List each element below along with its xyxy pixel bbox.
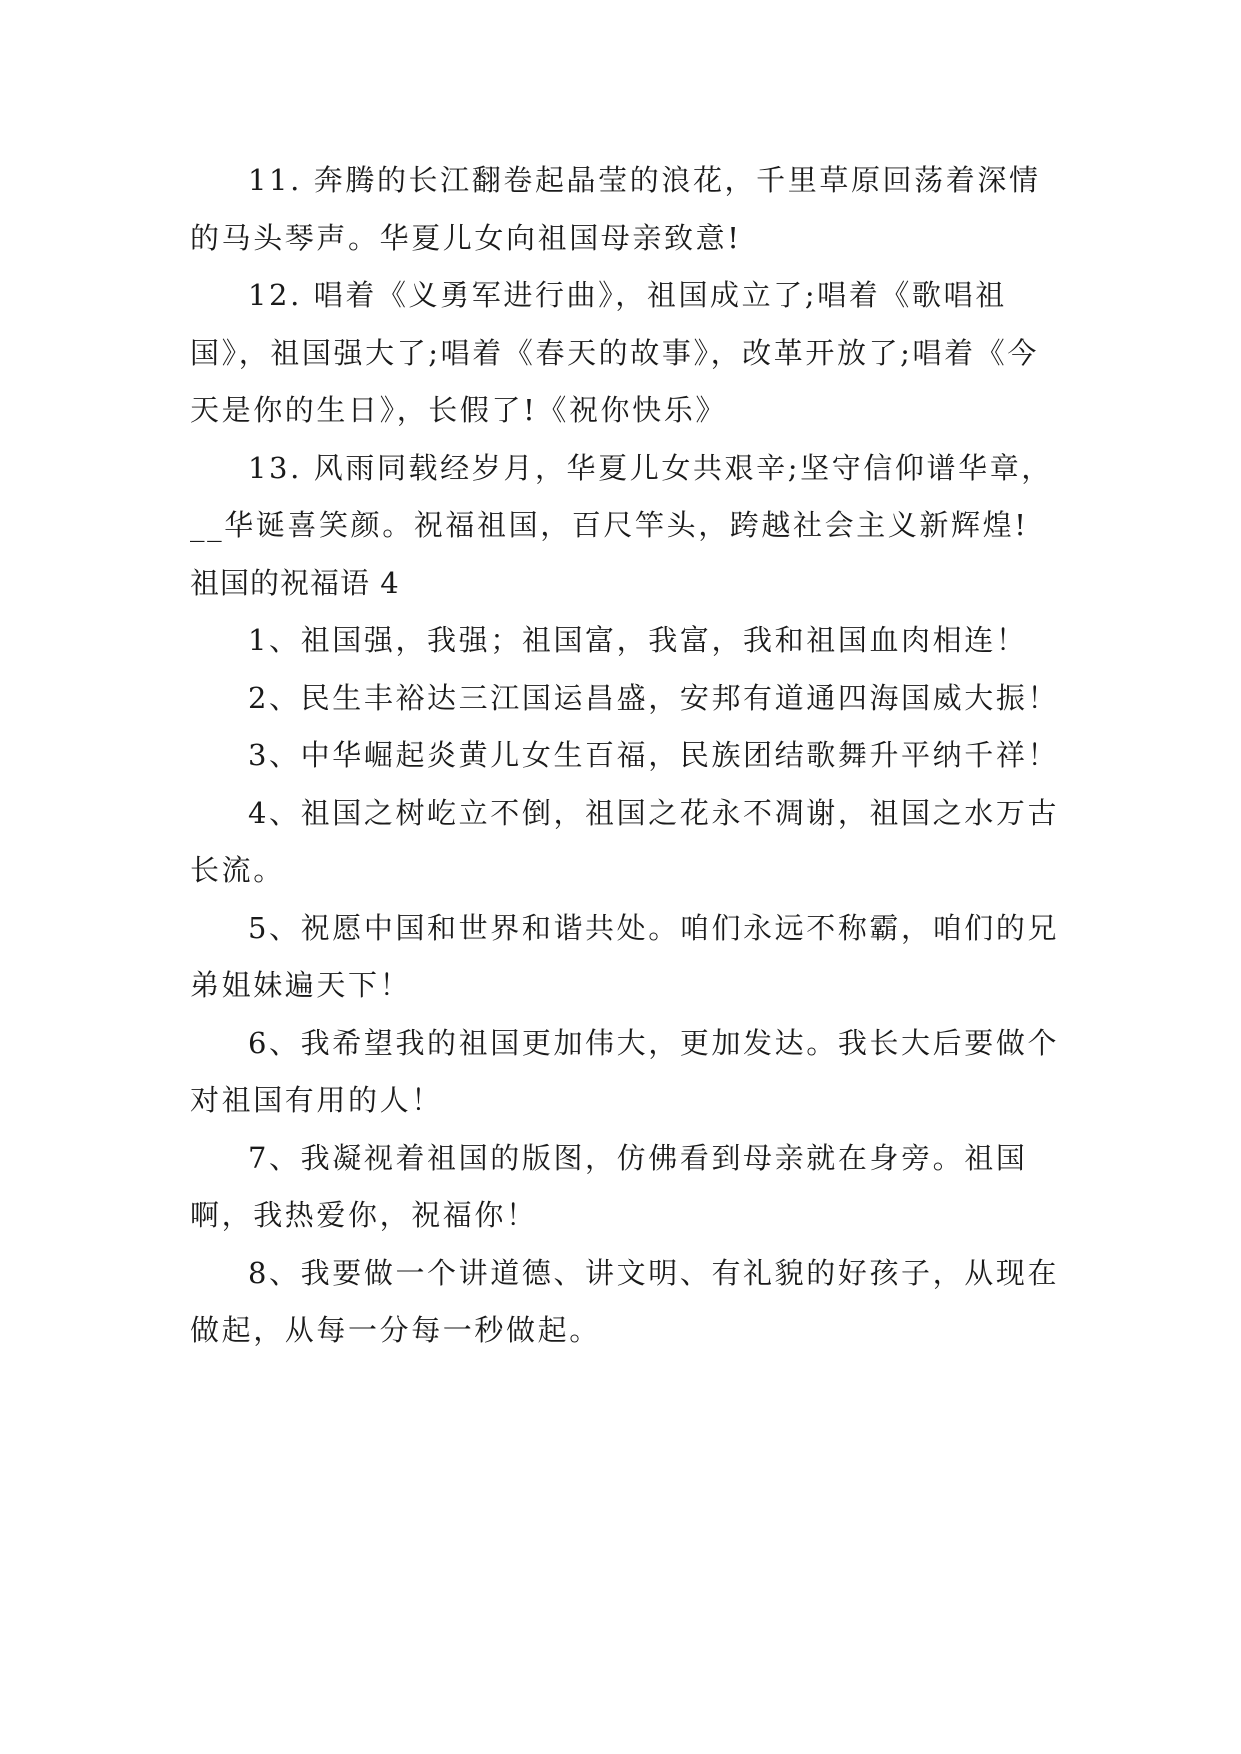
- paragraph-8: 8、我要做一个讲道德、讲文明、有礼貌的好孩子，从现在做起，从每一分每一秒做起。: [190, 1255, 1060, 1347]
- document-body: [190, 152, 1060, 1360]
- paragraph-13: 13. 风雨同载经岁月，华夏儿女共艰辛;坚守信仰谱华章，__华诞喜笑颜。祝福祖国，百尺竿头，跨越社会主义新辉煌!: [190, 450, 1053, 542]
- paragraph-6: 6、我希望我的祖国更加伟大，更加发达。我长大后要做个对祖国有用的人！: [190, 1025, 1060, 1117]
- paragraph-3: 3、中华崛起炎黄儿女生百福，民族团结歌舞升平纳千祥！: [248, 738, 1060, 772]
- paragraph-2: 2、民生丰裕达三江国运昌盛，安邦有道通四海国威大振！: [248, 680, 1060, 715]
- paragraph-4: 4、祖国之树屹立不倒，祖国之花永不凋谢，祖国之水万古长流。: [190, 795, 1060, 887]
- paragraph-5: 5、祝愿中国和世界和谐共处。咱们永远不称霸，咱们的兄弟姐妹遍天下！: [190, 910, 1060, 1002]
- section-heading: 祖国的祝福语 4: [190, 565, 400, 600]
- paragraph-12: 12. 唱着《义勇军进行曲》，祖国成立了;唱着《歌唱祖国》，祖国强大了;唱着《春天的故事》，改革开放了;唱着《今天是你的生日》，长假了!《祝你快乐》: [190, 278, 1039, 427]
- paragraph-1: 1、祖国强，我强；祖国富，我富，我和祖国血肉相连！: [248, 623, 1028, 657]
- paragraph-11: 11. 奔腾的长江翻卷起晶莹的浪花，千里草原回荡着深情的马头琴声。华夏儿女向祖国母亲致意!: [190, 163, 1041, 255]
- paragraph-7: 7、我凝视着祖国的版图，仿佛看到母亲就在身旁。祖国啊，我热爱你，祝福你！: [190, 1140, 1028, 1232]
